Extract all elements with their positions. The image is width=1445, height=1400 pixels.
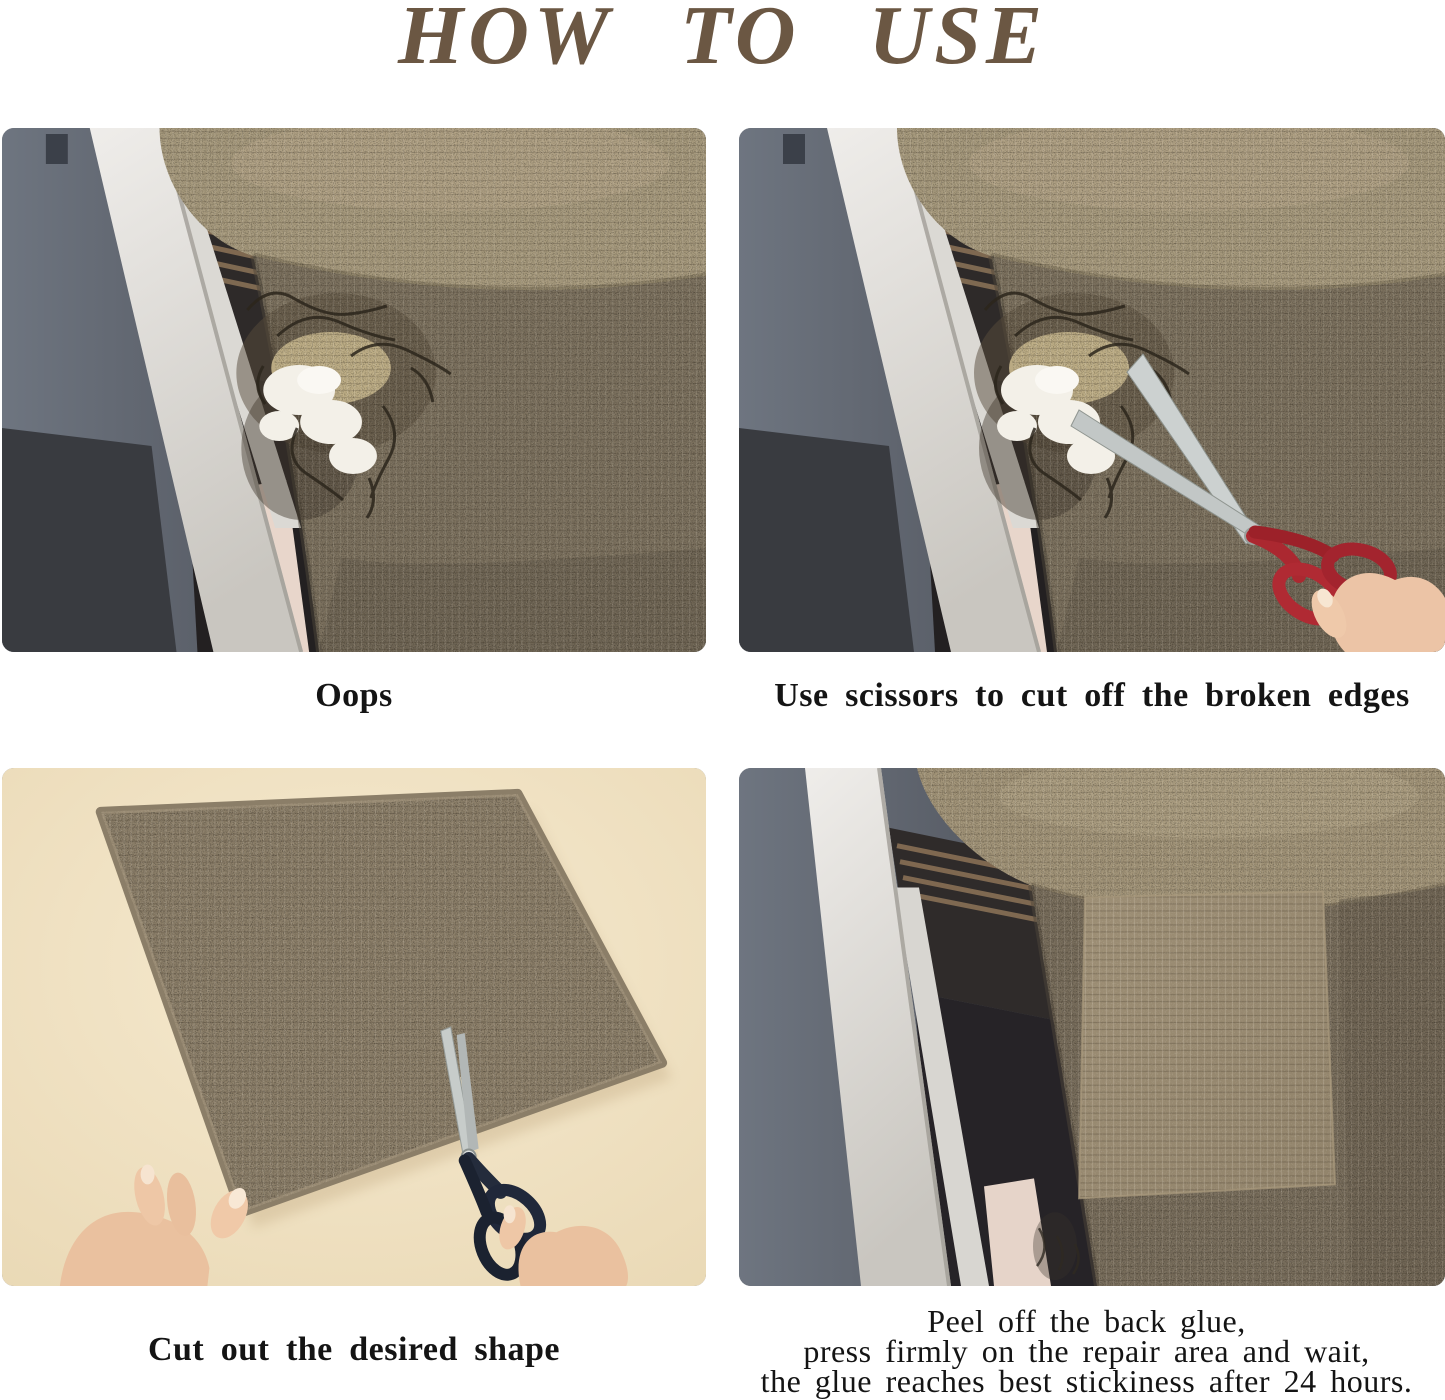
caption-step-3: Cut out the desired shape	[147, 1331, 561, 1368]
photo-cut-patch-shape	[2, 768, 706, 1286]
caption-step-4-line-1: Peel off the back glue,	[927, 1303, 1246, 1339]
photo-patched-couch	[739, 768, 1445, 1286]
caption-step-1: Oops	[315, 677, 393, 714]
photo-cut-broken-edges	[739, 128, 1445, 652]
damaged-couch-scene	[2, 128, 706, 652]
caption-step-4	[728, 1303, 1445, 1399]
photo-damaged-couch	[2, 128, 706, 652]
caption-step-4-line-2: press firmly on the repair area and wait,	[803, 1333, 1370, 1369]
caption-step-4-line-3: the glue reaches best stickiness after 24 hours.	[760, 1363, 1413, 1399]
caption-step-2: Use scissors to cut off the broken edges	[774, 677, 1410, 714]
page-title: HOW TO USE	[397, 0, 1048, 82]
